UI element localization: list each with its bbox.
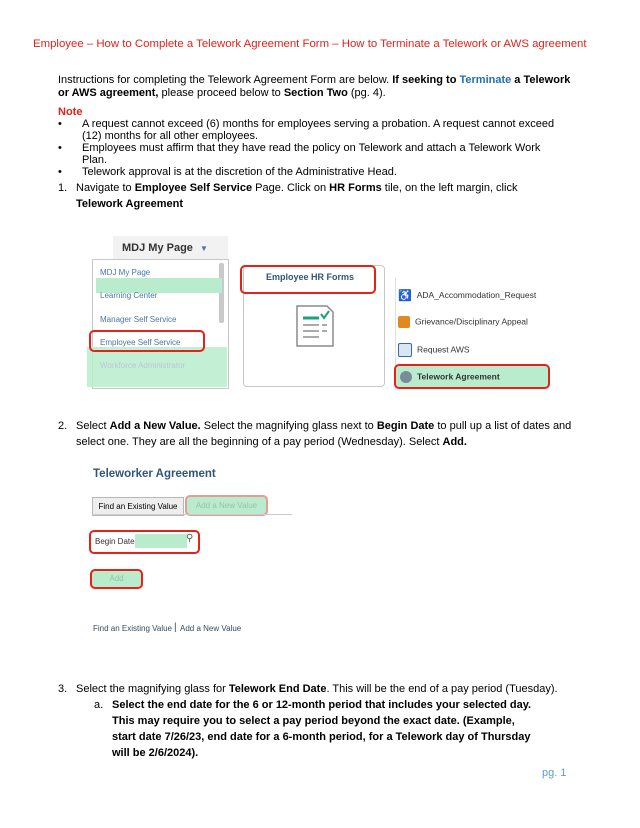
tile-label: ADA_Accommodation_Request [416, 289, 537, 300]
scrollbar[interactable] [219, 263, 224, 323]
chevron-down-icon: ▼ [199, 244, 208, 253]
tile-label: Request AWS [417, 344, 470, 355]
note-label: Note [58, 106, 83, 118]
highlight-box [89, 330, 205, 352]
step-bold: Telework End Date [228, 683, 327, 695]
link-separator: | [174, 622, 177, 633]
intro-bold: a Telework or AWS agreement, [58, 74, 571, 99]
add-new-value-link[interactable]: Add a New Value [180, 624, 242, 633]
sub-step-letter: a. [94, 699, 104, 711]
search-icon[interactable]: ⚲ [186, 533, 194, 544]
tile-grievance[interactable] [398, 316, 528, 328]
add-button[interactable]: Add [90, 569, 143, 589]
form-icon [289, 302, 337, 350]
calendar-icon [398, 343, 412, 357]
step-number: 3. [58, 683, 68, 695]
tile-request-aws[interactable] [398, 343, 470, 357]
step-bold: HR Forms [329, 182, 382, 194]
tile-label: Grievance/Disciplinary Appeal [415, 316, 528, 327]
step-text: . This will be the end of a pay period (Tuesday). [326, 683, 558, 695]
dropdown-title: MDJ My Page [122, 242, 193, 254]
step-bold: Begin Date [376, 420, 435, 432]
document-header: Employee – How to Complete a Telework Agreement Form – How to Terminate a Telework or AWS agreement [33, 38, 587, 50]
bullet-item: • Employees must affirm that they have read the policy on Telework and attach a Telework Work Plan. [58, 142, 563, 166]
step-text: Select [76, 420, 110, 432]
intro-bold: If seeking to [392, 74, 460, 86]
tile-telework-agreement[interactable] [400, 371, 500, 383]
page-title: Teleworker Agreement [93, 468, 216, 480]
step-text: Select the magnifying glass next to [200, 420, 377, 432]
step-number: 1. [58, 182, 68, 194]
step-bold: Telework Agreement [76, 198, 183, 210]
page-number: pg. 1 [542, 767, 567, 779]
tab-find-existing-value[interactable]: Find an Existing Value [92, 497, 184, 516]
my-page-dropdown[interactable] [113, 236, 228, 260]
step-number: 2. [58, 420, 68, 432]
step-text: Select the magnifying glass for [76, 683, 229, 695]
intro-text: (pg. 4). [347, 87, 386, 99]
section-two-ref: Section Two [283, 87, 348, 99]
grievance-icon [398, 316, 410, 328]
step-text: Navigate to [76, 182, 135, 194]
find-existing-value-link[interactable]: Find an Existing Value [93, 624, 173, 633]
step-2 [58, 418, 576, 450]
sub-step-text: Select the end date for the 6 or 12-month period that includes your selected day. This may require you to select a pay period beyond the exact date. (Example, start date 7/26/23, end date for a 6-month period, for a Telework day of Thursday will be 2/6/2024). [112, 699, 532, 759]
menu-item-learning-center[interactable]: Learning Center [100, 291, 158, 300]
step-bold: Add. [442, 436, 467, 448]
menu-item-workforce-administrator[interactable]: Workforce Administrator [100, 361, 186, 370]
step-text: Page. Click on [252, 182, 330, 194]
step-1 [58, 180, 566, 212]
intro-text: please proceed below to [158, 87, 284, 99]
menu-item-mdj-my-page[interactable]: MDJ My Page [100, 268, 151, 277]
card-title: Employee HR Forms [265, 272, 355, 282]
tile-ada[interactable] [398, 289, 536, 302]
begin-date-input[interactable] [135, 534, 187, 548]
step-bold: Employee Self Service [134, 182, 253, 194]
step-text: to pull up a list of dates and select one. They are all the beginning of a pay period (Wednesday). Select [76, 420, 572, 448]
note-bullets [58, 118, 563, 178]
tab-add-new-value[interactable]: Add a New Value [185, 495, 268, 516]
step-3a [94, 697, 532, 761]
divider [92, 514, 292, 515]
intro-text: Instructions for completing the Telework Agreement Form are below. [58, 74, 393, 86]
tile-label: Telework Agreement [417, 371, 500, 382]
bullet-item: • Telework approval is at the discretion of the Administrative Head. [58, 166, 563, 178]
intro-paragraph [58, 74, 578, 100]
accessibility-icon: ♿ [398, 290, 412, 302]
bullet-item: • A request cannot exceed (6) months for employees serving a probation. A request cannot exceed (12) months for all other employees. [58, 118, 563, 142]
terminate-link[interactable]: Terminate [459, 74, 512, 86]
step-bold: Add a New Value. [109, 420, 201, 432]
telework-icon [400, 371, 412, 383]
step-text: tile, on the left margin, click [381, 182, 518, 194]
menu-item-manager-self-service[interactable]: Manager Self Service [100, 315, 177, 324]
begin-date-label: Begin Date [95, 537, 135, 546]
menu-item-employee-self-service[interactable]: Employee Self Service [100, 338, 181, 347]
step-3 [58, 681, 576, 697]
